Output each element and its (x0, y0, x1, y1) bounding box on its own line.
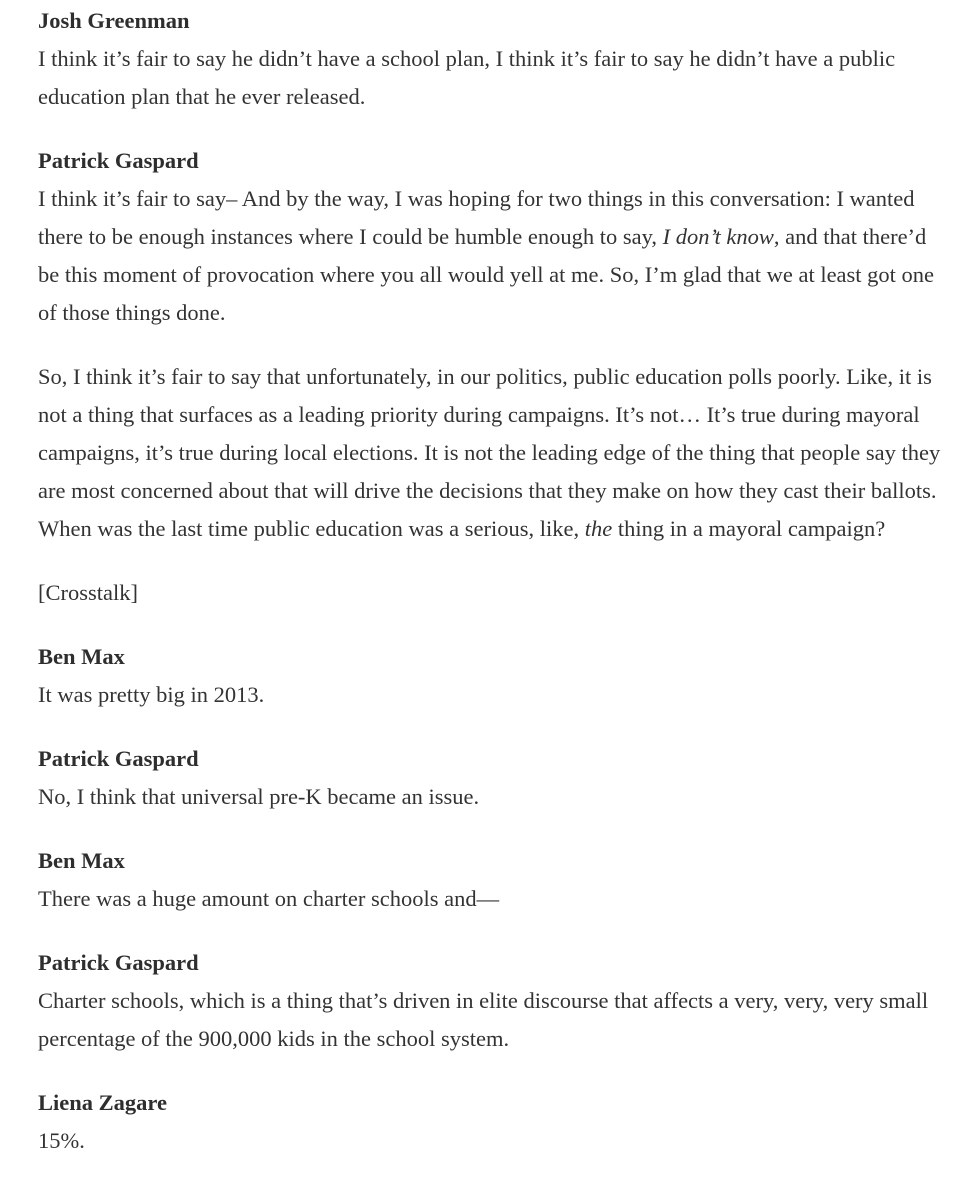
paragraph: Charter schools, which is a thing that’s driven in elite discourse that affects a very, very, very small percentage of the 900,000 kids in the school system. (38, 988, 929, 1051)
speaker-name: Patrick Gaspard (38, 746, 199, 771)
paragraph: No, I think that universal pre-K became an issue. (38, 784, 480, 809)
transcript-entry (38, 142, 950, 548)
speaker-name: Ben Max (38, 644, 125, 669)
transcript-entry (38, 638, 950, 714)
speaker-name: Patrick Gaspard (38, 148, 199, 173)
paragraph: It was pretty big in 2013. (38, 682, 265, 707)
transcript-entry (38, 574, 950, 612)
stage-direction: [Crosstalk] (38, 580, 138, 605)
transcript (38, 2, 950, 1186)
transcript-entry (38, 842, 950, 918)
paragraph: I think it’s fair to say he didn’t have a school plan, I think it’s fair to say he didn’t have a public education plan that he ever released. (38, 46, 896, 109)
speaker-name: Liena Zagare (38, 1090, 167, 1115)
speaker-name: Ben Max (38, 848, 125, 873)
paragraph: 15%. (38, 1128, 85, 1153)
speaker-name: Josh Greenman (38, 8, 190, 33)
paragraph: So, I think it’s fair to say that unfortunately, in our politics, public education polls poorly. Like, it is not a thing that surfaces as a leading priority during campaigns. It’s not… It’s true during mayoral campaigns, it’s true during local elections. It is not the leading edge of the thing that people say they are most concerned about that will drive the decisions that they make on how they cast their ballots. When was the last time public education was a serious, like, the thing in a mayoral campaign? (38, 364, 941, 541)
speaker-name: Patrick Gaspard (38, 950, 199, 975)
emphasis: I don’t know (662, 224, 774, 249)
transcript-entry (38, 2, 950, 116)
emphasis: the (584, 516, 613, 541)
transcript-entry (38, 944, 950, 1058)
transcript-entry (38, 740, 950, 816)
paragraph: I think it’s fair to say– And by the way, I was hoping for two things in this conversation: I wanted there to be enough instances where I could be humble enough to say, I don’t know, and that there’d be this moment of provocation where you all would yell at me. So, I’m glad that we at least got one of those things done. (38, 186, 935, 325)
transcript-entry (38, 1084, 950, 1160)
paragraph: There was a huge amount on charter schools and— (38, 886, 500, 911)
